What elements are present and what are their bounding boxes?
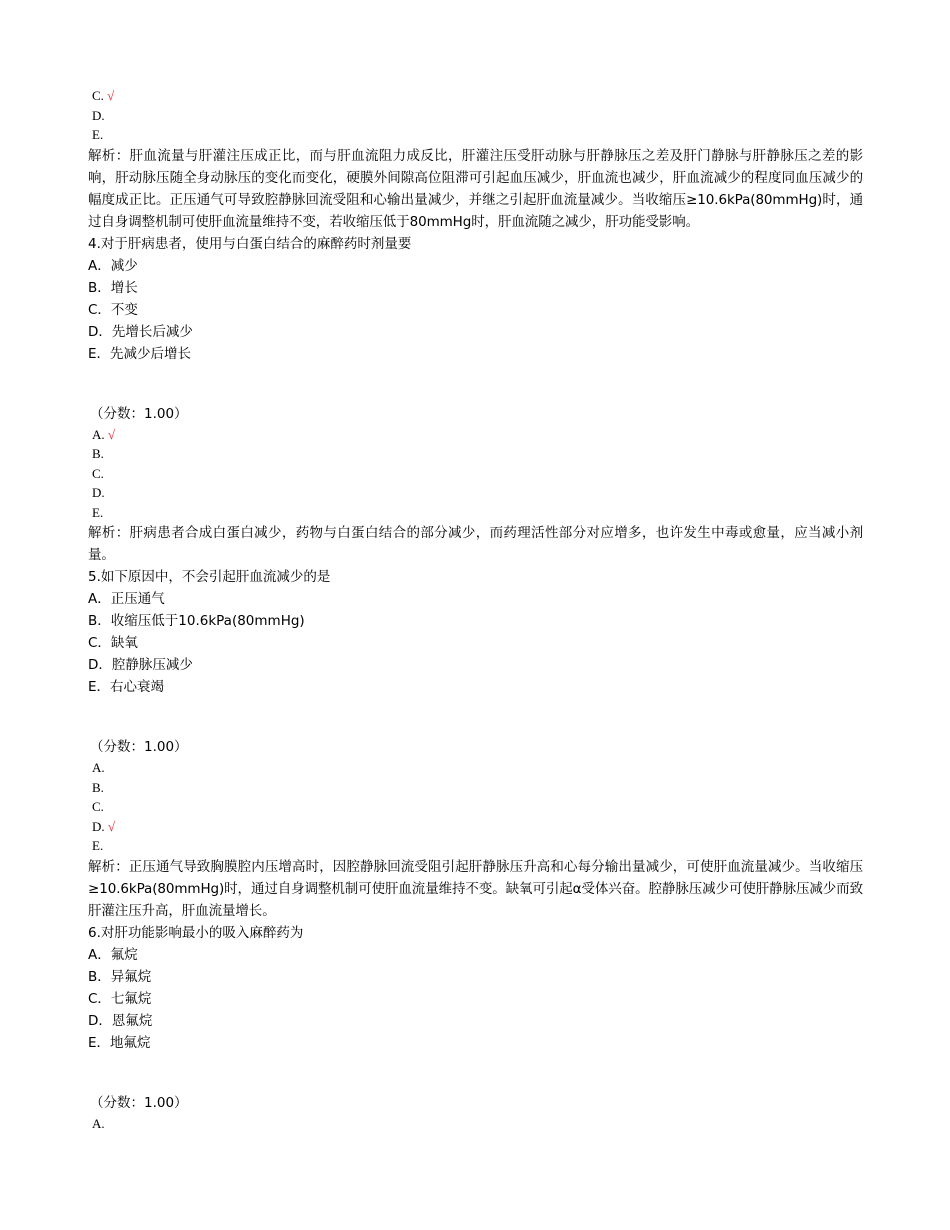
- answer-choice: E.: [92, 504, 104, 520]
- answer-choice: D. √: [92, 818, 116, 834]
- answer-choice: C. √: [92, 88, 115, 103]
- option-item: E．先减少后增长: [88, 345, 192, 362]
- q6-option-list: [88, 944, 863, 1054]
- correct-check-mark: √: [107, 426, 116, 442]
- answer-choice: D.: [92, 485, 105, 500]
- option-item: B．异氟烷: [88, 968, 152, 985]
- option-item: D．腔静脉压减少: [88, 657, 193, 673]
- answer-choice: A.: [92, 1115, 105, 1131]
- q4-score: （分数：1.00）: [90, 405, 188, 422]
- answer-choice: B.: [92, 446, 104, 461]
- option-item: C．不变: [88, 301, 138, 318]
- q4-question: 4.对于肝病患者，使用与白蛋白结合的麻醉药时剂量要: [88, 235, 412, 252]
- q4-analysis: 解析：肝病患者合成白蛋白减少，药物与白蛋白结合的部分减少，而药理活性部分对应增多，也许发生中毒或愈量，应当减小剂量。: [88, 525, 863, 563]
- answer-choice: C.: [92, 465, 104, 481]
- option-item: C．七氟烷: [88, 990, 152, 1007]
- answer-choice: E.: [92, 127, 104, 142]
- q4-option-list: [88, 255, 863, 365]
- exam-page: [88, 86, 863, 1133]
- q6-answer-list: [88, 1114, 863, 1134]
- q5-option-list: [88, 588, 863, 698]
- answer-choice: A.: [92, 760, 105, 775]
- q5-question: 5.如下原因中，不会引起肝血流减少的是: [88, 569, 331, 585]
- q5-score: （分数：1.00）: [90, 739, 188, 755]
- answer-choice: A. √: [92, 426, 116, 442]
- correct-check-mark: √: [107, 818, 116, 834]
- q3-answer-list: [88, 86, 863, 145]
- option-item: C．缺氧: [88, 635, 138, 651]
- q5-analysis: 解析：正压通气导致胸膜腔内压增高时，因腔静脉回流受阻引起肝静脉压升高和心每分输出量减少，可使肝血流量减少。当收缩压≥10.6kPa(80mmHg)时，通过自身调整机制可使肝血流量维持不变。缺氧可引起α受体兴奋。腔静脉压减少可使肝静脉压减少而致肝灌注压升高，肝血流量增长。: [88, 858, 863, 919]
- option-item: E．地氟烷: [88, 1034, 151, 1051]
- option-item: B．收缩压低于10.6kPa(80mmHg): [88, 613, 305, 629]
- option-item: B．增长: [88, 279, 138, 296]
- option-item: D．先增长后减少: [88, 323, 193, 340]
- option-item: A．氟烷: [88, 946, 138, 963]
- answer-choice: E.: [92, 838, 104, 853]
- q5-answer-list: [88, 758, 863, 856]
- q4-answer-list: [88, 425, 863, 523]
- q3-analysis: 解析：肝血流量与肝灌注压成正比，而与肝血流阻力成反比，肝灌注压受肝动脉与肝静脉压之差及肝门静脉与肝静脉压之差的影响，肝动脉压随全身动脉压的变化而变化，硬膜外间隙高位阻滞可引起血压减少，肝血流也减少，肝血流减少的程度同血压减少的幅度成正比。正压通气可导致腔静脉回流受阻和心输出量减少，并继之引起肝血流量减少。当收缩压≥10.6kPa(80mmHg)时，通过自身调整机制可使肝血流量维持不变，若收缩压低于80mmHg时，肝血流随之减少，肝功能受影响。: [88, 147, 863, 230]
- q6-score: （分数：1.00）: [90, 1094, 188, 1111]
- correct-check-mark: √: [107, 88, 115, 103]
- answer-choice: C.: [92, 799, 104, 814]
- answer-choice: B.: [92, 779, 104, 795]
- option-item: A．正压通气: [88, 591, 165, 607]
- answer-choice: D.: [92, 107, 105, 123]
- q6-question: 6.对肝功能影响最小的吸入麻醉药为: [88, 924, 304, 941]
- option-item: D．恩氟烷: [88, 1012, 153, 1029]
- option-item: A．减少: [88, 257, 138, 274]
- option-item: E．右心衰竭: [88, 679, 165, 695]
